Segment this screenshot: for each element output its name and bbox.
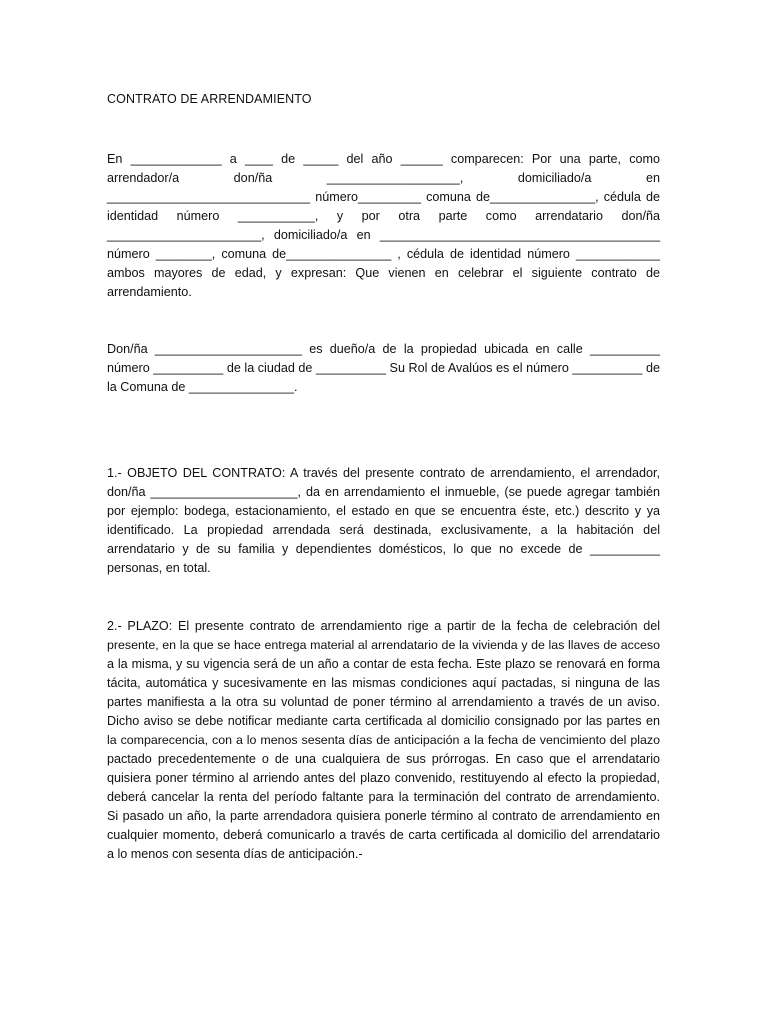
text-line: cualquier momento, deberá comunicarlo a través de carta certificada al domicilio del arrendatario [107, 828, 660, 842]
text-line: 2.- PLAZO: El presente contrato de arrendamiento rige a partir de la fecha de celebración del [107, 619, 660, 633]
parties-paragraph [107, 150, 660, 302]
text-line: número __________ de la ciudad de __________ Su Rol de Avalúos es el número __________ de [107, 361, 660, 375]
text-line: presente, en la que se hace entrega material al arrendatario de la vivienda y de las llaves de acceso [107, 638, 660, 652]
text-line: pactado precedentemente o de una cualquiera de sus prórrogas. En caso que el arrendatario [107, 752, 660, 766]
clause-term-paragraph [107, 617, 660, 864]
text-line: Dicho aviso se debe notificar mediante carta certificada al domicilio consignado por las partes en [107, 714, 660, 728]
clause-object-paragraph [107, 464, 660, 578]
text-line: la comparecencia, con a lo menos sesenta días de anticipación a la fecha de vencimiento del plazo [107, 733, 660, 747]
text-line: por ejemplo: bodega, estacionamiento, el estado en que se encuentra éste, etc.) descrito y ya [107, 504, 660, 518]
text-line: deberá cancelar la renta del período faltante para la terminación del contrato de arrendamiento. [107, 790, 660, 804]
text-line: identidad número ___________, y por otra parte como arrendatario don/ña [107, 209, 660, 223]
text-line: arrendador/a don/ña ___________________, domiciliado/a en [107, 171, 660, 185]
text-line: partes manifiesta a la otra su voluntad de poner término al arrendamiento a través de un aviso. [107, 695, 660, 709]
text-line: a la misma, y su vigencia será de un año a contar de esta fecha. Este plazo se renovará en forma [107, 657, 660, 671]
text-line: número ________, comuna de_______________ , cédula de identidad número ____________ [107, 247, 660, 261]
text-line: Don/ña _____________________ es dueño/a de la propiedad ubicada en calle __________ [107, 342, 660, 356]
text-line: arrendamiento. [107, 285, 192, 299]
text-line: _____________________________ número_________ comuna de_______________, cédula de [107, 190, 660, 204]
document-title: CONTRATO DE ARRENDAMIENTO [107, 92, 312, 106]
text-line: identificado. La propiedad arrendada será destinada, exclusivamente, a la habitación del [107, 523, 660, 537]
text-line: En _____________ a ____ de _____ del año ______ comparecen: Por una parte, como [107, 152, 660, 166]
text-line: quisiera poner término al arriendo antes del plazo convenido, restituyendo al efecto la propiedad, [107, 771, 660, 785]
text-line: a lo menos con sesenta días de anticipación.- [107, 847, 363, 861]
text-line: la Comuna de _______________. [107, 380, 298, 394]
text-line: 1.- OBJETO DEL CONTRATO: A través del presente contrato de arrendamiento, el arrendador, [107, 466, 660, 480]
text-line: don/ña _____________________, da en arrendamiento el inmueble, (se puede agregar también [107, 485, 660, 499]
text-line: ambos mayores de edad, y expresan: Que vienen en celebrar el siguiente contrato de [107, 266, 660, 280]
text-line: personas, en total. [107, 561, 211, 575]
text-line: ______________________, domiciliado/a en ________________________________________ [107, 228, 660, 242]
text-line: tácita, automática y sucesivamente en las mismas condiciones aquí pactadas, si ninguna de las [107, 676, 660, 690]
text-line: arrendatario y de su familia y dependientes domésticos, lo que no excede de __________ [107, 542, 660, 556]
text-line: Si pasado un año, la parte arrendadora quisiera ponerle término al contrato de arrendamiento en [107, 809, 660, 823]
property-paragraph [107, 340, 660, 397]
